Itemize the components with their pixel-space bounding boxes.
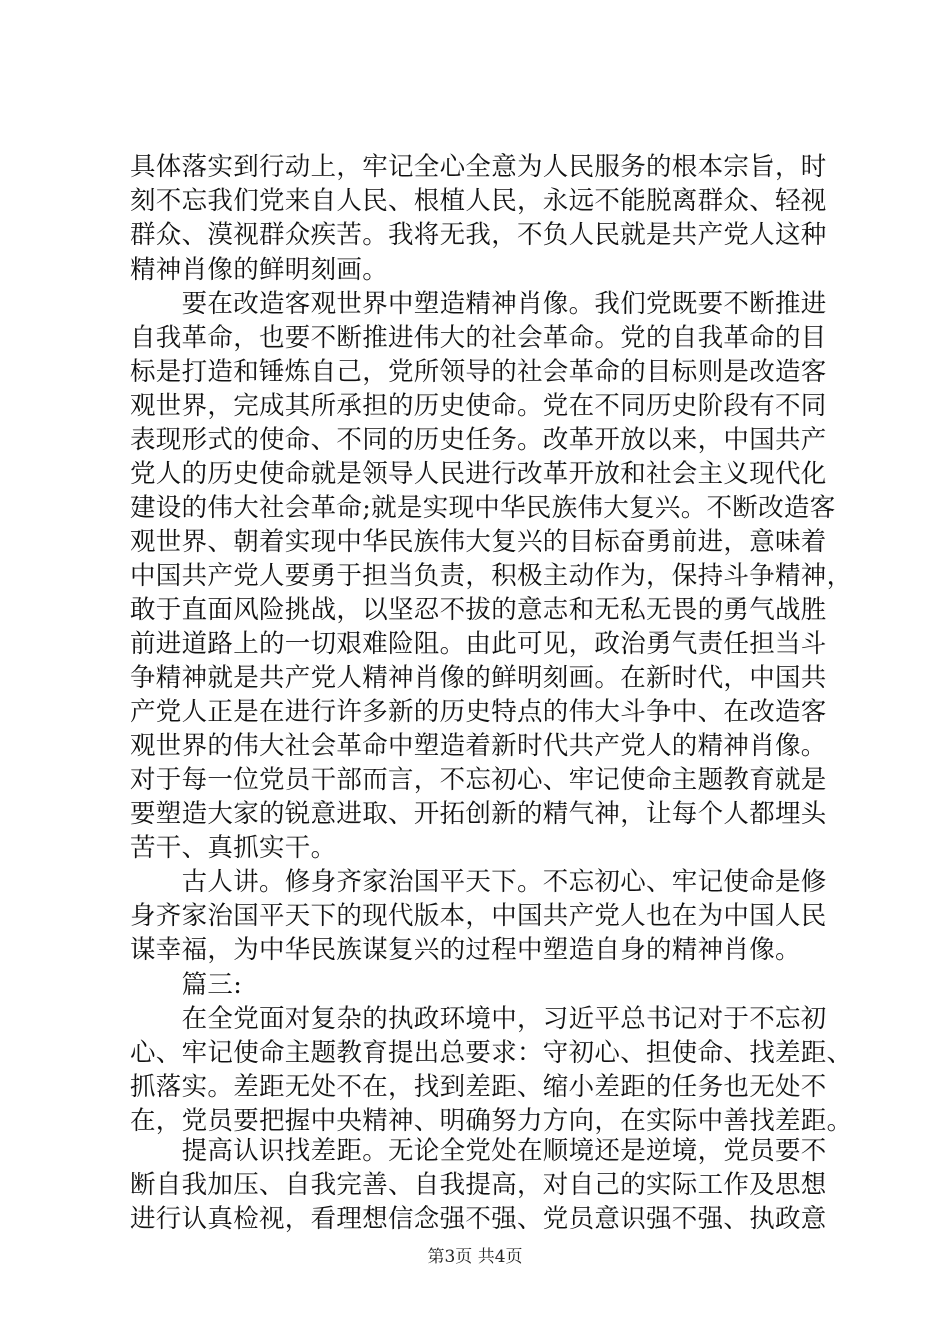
- text-line: 心、牢记使命主题教育提出总要求：守初心、担使命、找差距、: [130, 1038, 853, 1068]
- text-line: 要塑造大家的锐意进取、开拓创新的精气神，让每个人都埋头: [130, 799, 827, 829]
- text-line: 群众、漠视群众疾苦。我将无我，不负人民就是共产党人这种: [130, 220, 827, 250]
- text-line: 刻不忘我们党来自人民、根植人民，永远不能脱离群众、轻视: [130, 186, 827, 216]
- text-line: 标是打造和锤炼自己，党所领导的社会革命的目标则是改造客: [130, 357, 827, 387]
- text-line: 前进道路上的一切艰难险阻。由此可见，政治勇气责任担当斗: [130, 629, 827, 659]
- text-line: 产党人正是在进行许多新的历史特点的伟大斗争中、在改造客: [130, 697, 827, 727]
- text-line: 抓落实。差距无处不在，找到差距、缩小差距的任务也无处不: [130, 1072, 827, 1102]
- text-line: 争精神就是共产党人精神肖像的鲜明刻画。在新时代，中国共: [130, 663, 827, 693]
- page-footer: 第3页 共4页: [427, 1247, 523, 1267]
- text-line: 在，党员要把握中央精神、明确努力方向，在实际中善找差距。: [130, 1106, 853, 1136]
- text-line: 谋幸福，为中华民族谋复兴的过程中塑造自身的精神肖像。: [130, 935, 801, 965]
- text-line: 敢于直面风险挑战，以坚忍不拔的意志和无私无畏的勇气战胜: [130, 595, 827, 625]
- text-line: 对于每一位党员干部而言，不忘初心、牢记使命主题教育就是: [130, 765, 827, 795]
- text-line: 篇三:: [130, 970, 243, 1000]
- text-line: 要在改造客观世界中塑造精神肖像。我们党既要不断推进: [130, 289, 827, 319]
- text-line: 身齐家治国平天下的现代版本，中国共产党人也在为中国人民: [130, 901, 827, 931]
- text-line: 观世界，完成其所承担的历史使命。党在不同历史阶段有不同: [130, 391, 827, 421]
- text-line: 观世界、朝着实现中华民族伟大复兴的目标奋勇前进，意味着: [130, 527, 827, 557]
- text-line: 进行认真检视，看理想信念强不强、党员意识强不强、执政意: [130, 1204, 827, 1234]
- text-line: 表现形式的使命、不同的历史任务。改革开放以来，中国共产: [130, 425, 827, 455]
- text-line: 中国共产党人要勇于担当负责，积极主动作为，保持斗争精神，: [130, 561, 853, 591]
- text-line: 党人的历史使命就是领导人民进行改革开放和社会主义现代化: [130, 459, 827, 489]
- text-line: 自我革命，也要不断推进伟大的社会革命。党的自我革命的目: [130, 323, 827, 353]
- text-line: 苦干、真抓实干。: [130, 833, 337, 863]
- text-line: 观世界的伟大社会革命中塑造着新时代共产党人的精神肖像。: [130, 731, 827, 761]
- text-line: 精神肖像的鲜明刻画。: [130, 255, 389, 285]
- text-line: 断自我加压、自我完善、自我提高，对自己的实际工作及思想: [130, 1170, 827, 1200]
- text-line: 建设的伟大社会革命;就是实现中华民族伟大复兴。不断改造客: [130, 493, 836, 523]
- text-line: 在全党面对复杂的执政环境中，习近平总书记对于不忘初: [130, 1004, 827, 1034]
- text-line: 古人讲。修身齐家治国平天下。不忘初心、牢记使命是修: [130, 867, 827, 897]
- text-line: 提高认识找差距。无论全党处在顺境还是逆境，党员要不: [130, 1136, 827, 1166]
- text-line: 具体落实到行动上，牢记全心全意为人民服务的根本宗旨，时: [130, 152, 827, 182]
